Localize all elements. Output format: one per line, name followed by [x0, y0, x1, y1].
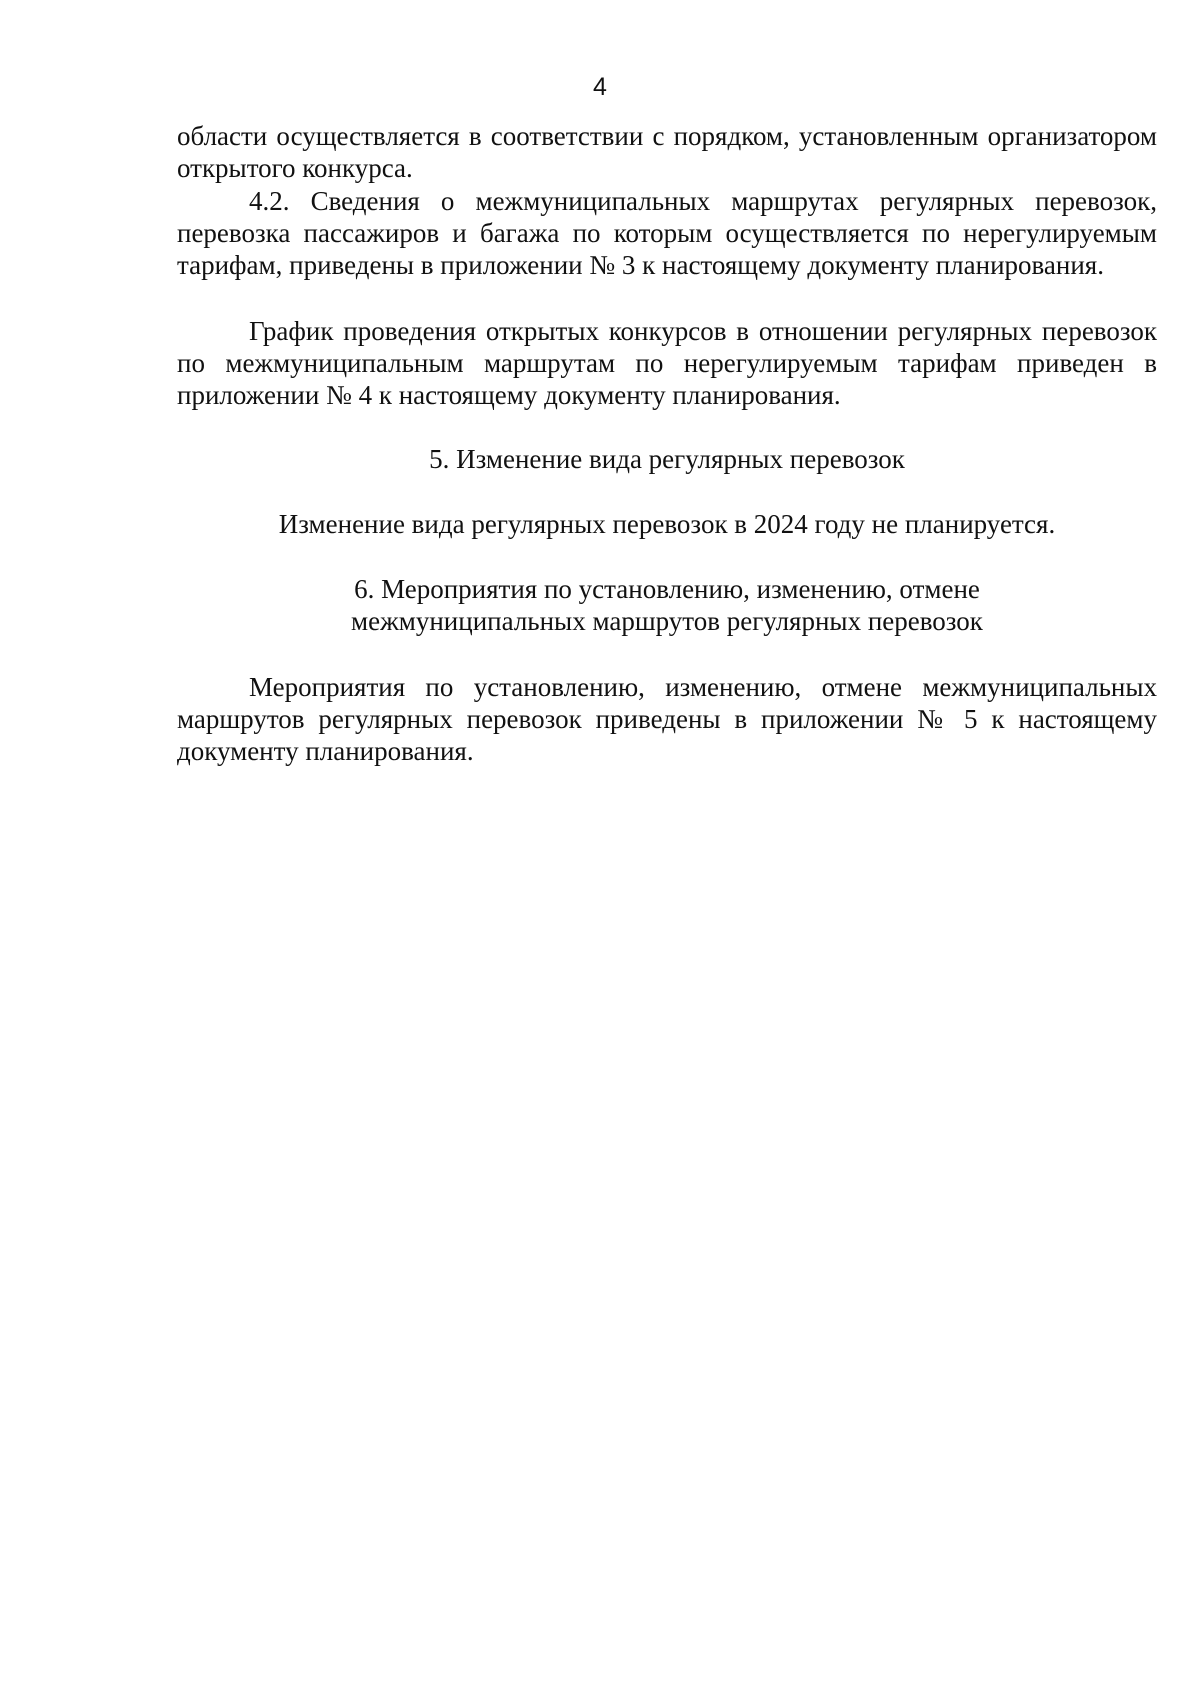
- section-6-heading: [177, 573, 1157, 637]
- section-5-title: 5. Изменение вида регулярных перевозок: [429, 444, 905, 474]
- section-6-title-line-2: межмуниципальных маршрутов регулярных перевозок: [351, 606, 983, 636]
- section-5-heading: [177, 443, 1157, 475]
- paragraph-section-6: Мероприятия по установлению, изменению, отмене межмуниципальных маршрутов регулярных перевозок приведены в приложении № 5 к настоящему документу планирования.: [177, 672, 1157, 766]
- paragraph-section-5: Изменение вида регулярных перевозок в 2024 году не планируется.: [278, 509, 1056, 539]
- paragraph-4-2: 4.2. Сведения о межмуниципальных маршрутах регулярных перевозок, перевозка пассажиров и багажа по которым осуществляется по нерегулируемым тарифам, приведены в приложении № 3 к настоящему документу планирования.: [177, 186, 1157, 280]
- section-6-title-line-1: 6. Мероприятия по установлению, изменению, отмене: [354, 574, 980, 604]
- page-number: 4: [593, 73, 607, 101]
- paragraph-continuation: области осуществляется в соответствии с порядком, установленным организатором открытого конкурса.: [177, 121, 1157, 183]
- paragraph-contest-schedule: График проведения открытых конкурсов в отношении регулярных перевозок по межмуниципальным маршрутам по нерегулируемым тарифам приведен в приложении № 4 к настоящему документу планирования.: [177, 316, 1157, 410]
